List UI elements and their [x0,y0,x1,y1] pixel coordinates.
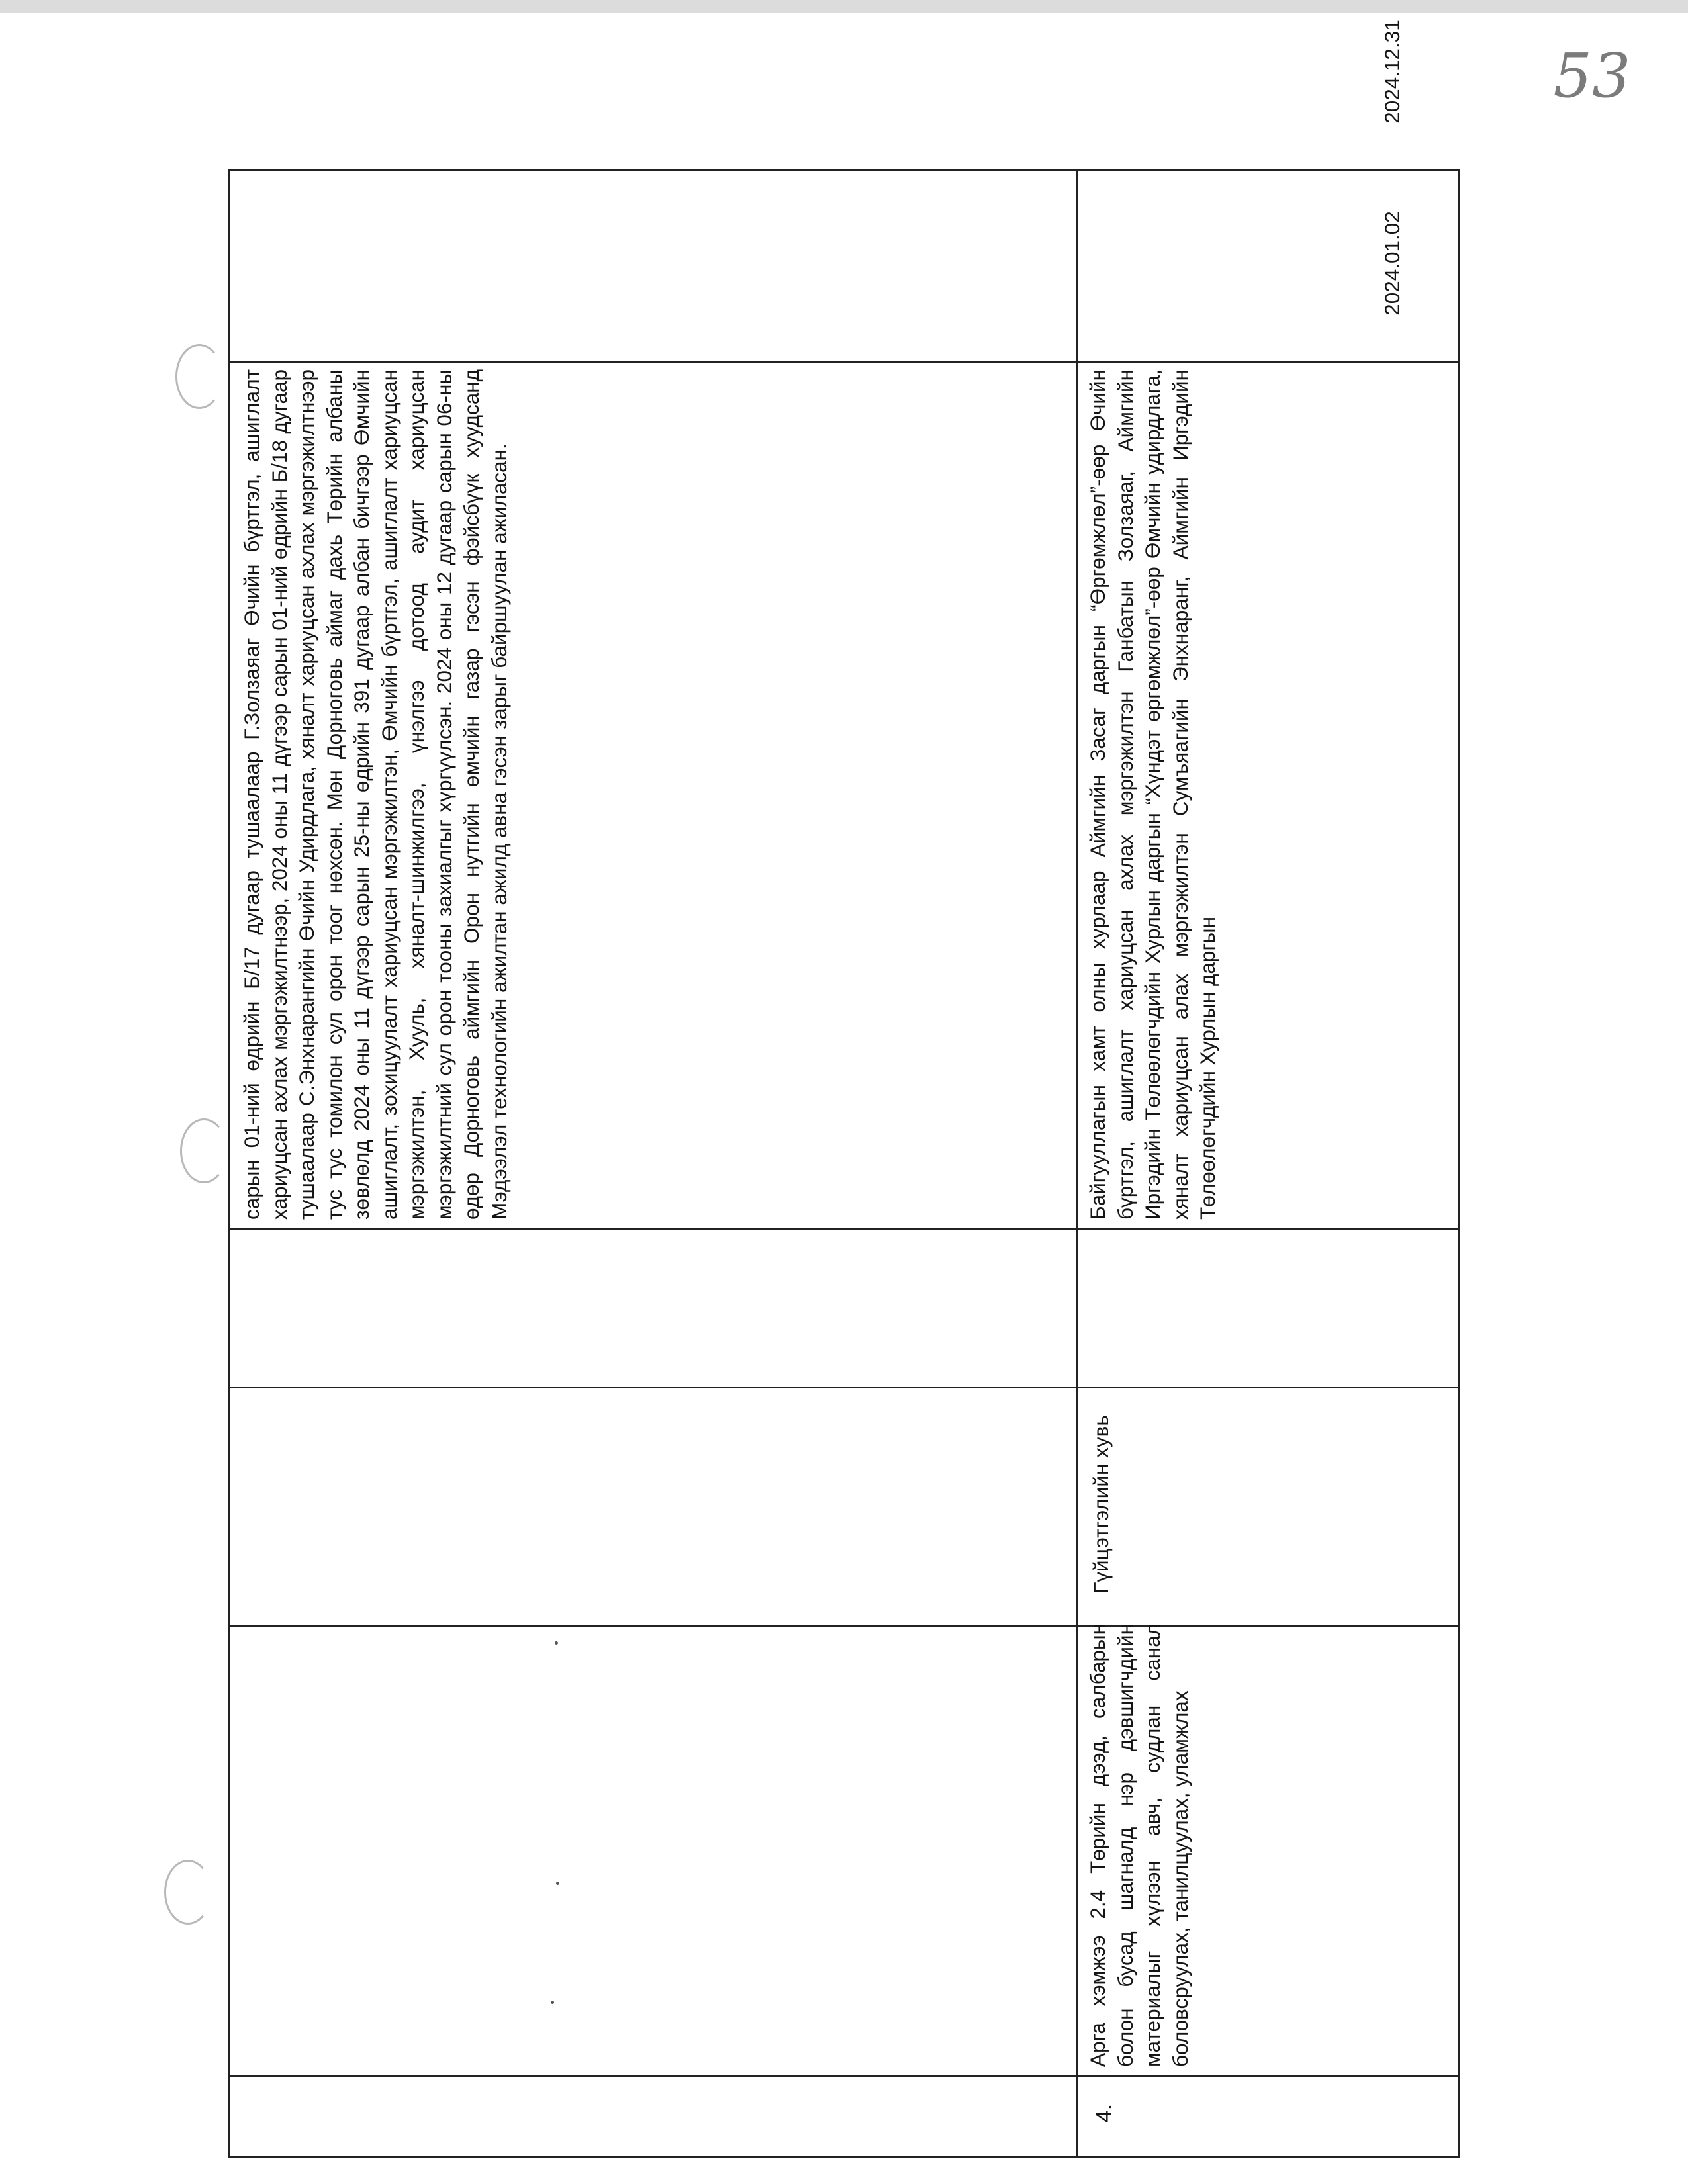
punch-hole [164,1860,212,1925]
row-2-description: Байгууллагын хамт олны хурлаар Аймгийн Засаг даргын “Өргөмжлөл”-өөр Өчийн бүртгэл, ашиглалт хариуцсан ахлах мэргэжилтэн Ганбатын Золзаяаг, Аймгийн Иргэдийн Төлөөлөгчдийн Хурлын даргын “Хүндэт өргөмжлөл”-өөр Өмчийн удирдлага, хяналт хариуцсан алах мэргэжилтэн Сумъяагийн Энхнаранг, Аймгийн Иргэдийн Төлөөлөгчдийн Хурлын даргын [1086,369,1219,1220]
column-divider [230,1387,1458,1388]
column-divider [230,1625,1458,1627]
column-divider [230,2075,1458,2077]
page-number: 53 [1553,40,1631,111]
column-divider [230,361,1458,363]
column-divider [230,1228,1458,1230]
scan-speck [551,2001,554,2004]
row-divider [1076,171,1078,2156]
activity-table [228,19,1460,2158]
punch-hole [180,1118,228,1183]
punch-hole [175,344,223,409]
row-2-start-date: 2024.01.02 [1380,211,1404,316]
scan-speck [555,1641,558,1645]
row-2-measure: Арга хэмжээ 2.4 Төрийн дээд, салбарын болон бусад шагналд нэр дэвшигчдийн материалыг хүлээн авч, судлан санал боловсруулах, танилцуулах, уламжлах [1086,1623,1192,2067]
row-2-number: 4. [1092,2103,1117,2123]
row-1-description: сарын 01-ний өдрийн Б/17 дугаар тушаалаар Г.Золзаяаг Өчийн бүртгэл, ашиглалт хариуцсан ахлах мэргэжилтнээр, 2024 оны 11 дүгээр сарын 01-ний өдрийн Б/18 дугаар тушаалаар С.Энхнарангийн Өчийн Удирдлага, хяналт хариуцсан ахлах мэргэжилтнээр тус тус томилон сул орон тоог нөхсөн. Мөн Дорноговь аймаг дахь Төрийн албаны зөвлөлд 2024 оны 11 дүгээр сарын 25-ны өдрийн 391 дугаар албан бичгээр Өмчийн ашиглалт, зохицуулалт хариуцсан мэргэжилтэн, Өмчийн бүртгэл, ашиглалт хариуцсан мэргэжилтэн, Хууль, хяналт-шинжилгээ, үнэлгээ дотоод аудит хариуцсан мэргэжилтний сул орон тооны захиалгыг хүргүүлсэн. 2024 оны 12 дугаар сарын 06-ны өдөр Дорноговь аймгийн Орон нутгийн өмчийн газар гэсэн фэйсбүүк хуудсанд Мэдээлэл технологийн ажилтан ажилд авна гэсэн зарыг байршуулан ажиласан. [240,369,511,1220]
row-2-end-date: 2024.12.31 [1380,19,1404,124]
scan-speck [556,1882,559,1885]
scan-edge [0,0,1688,13]
row-2-indicator: Гүйцэтгэлийн хувь [1089,1415,1113,1594]
